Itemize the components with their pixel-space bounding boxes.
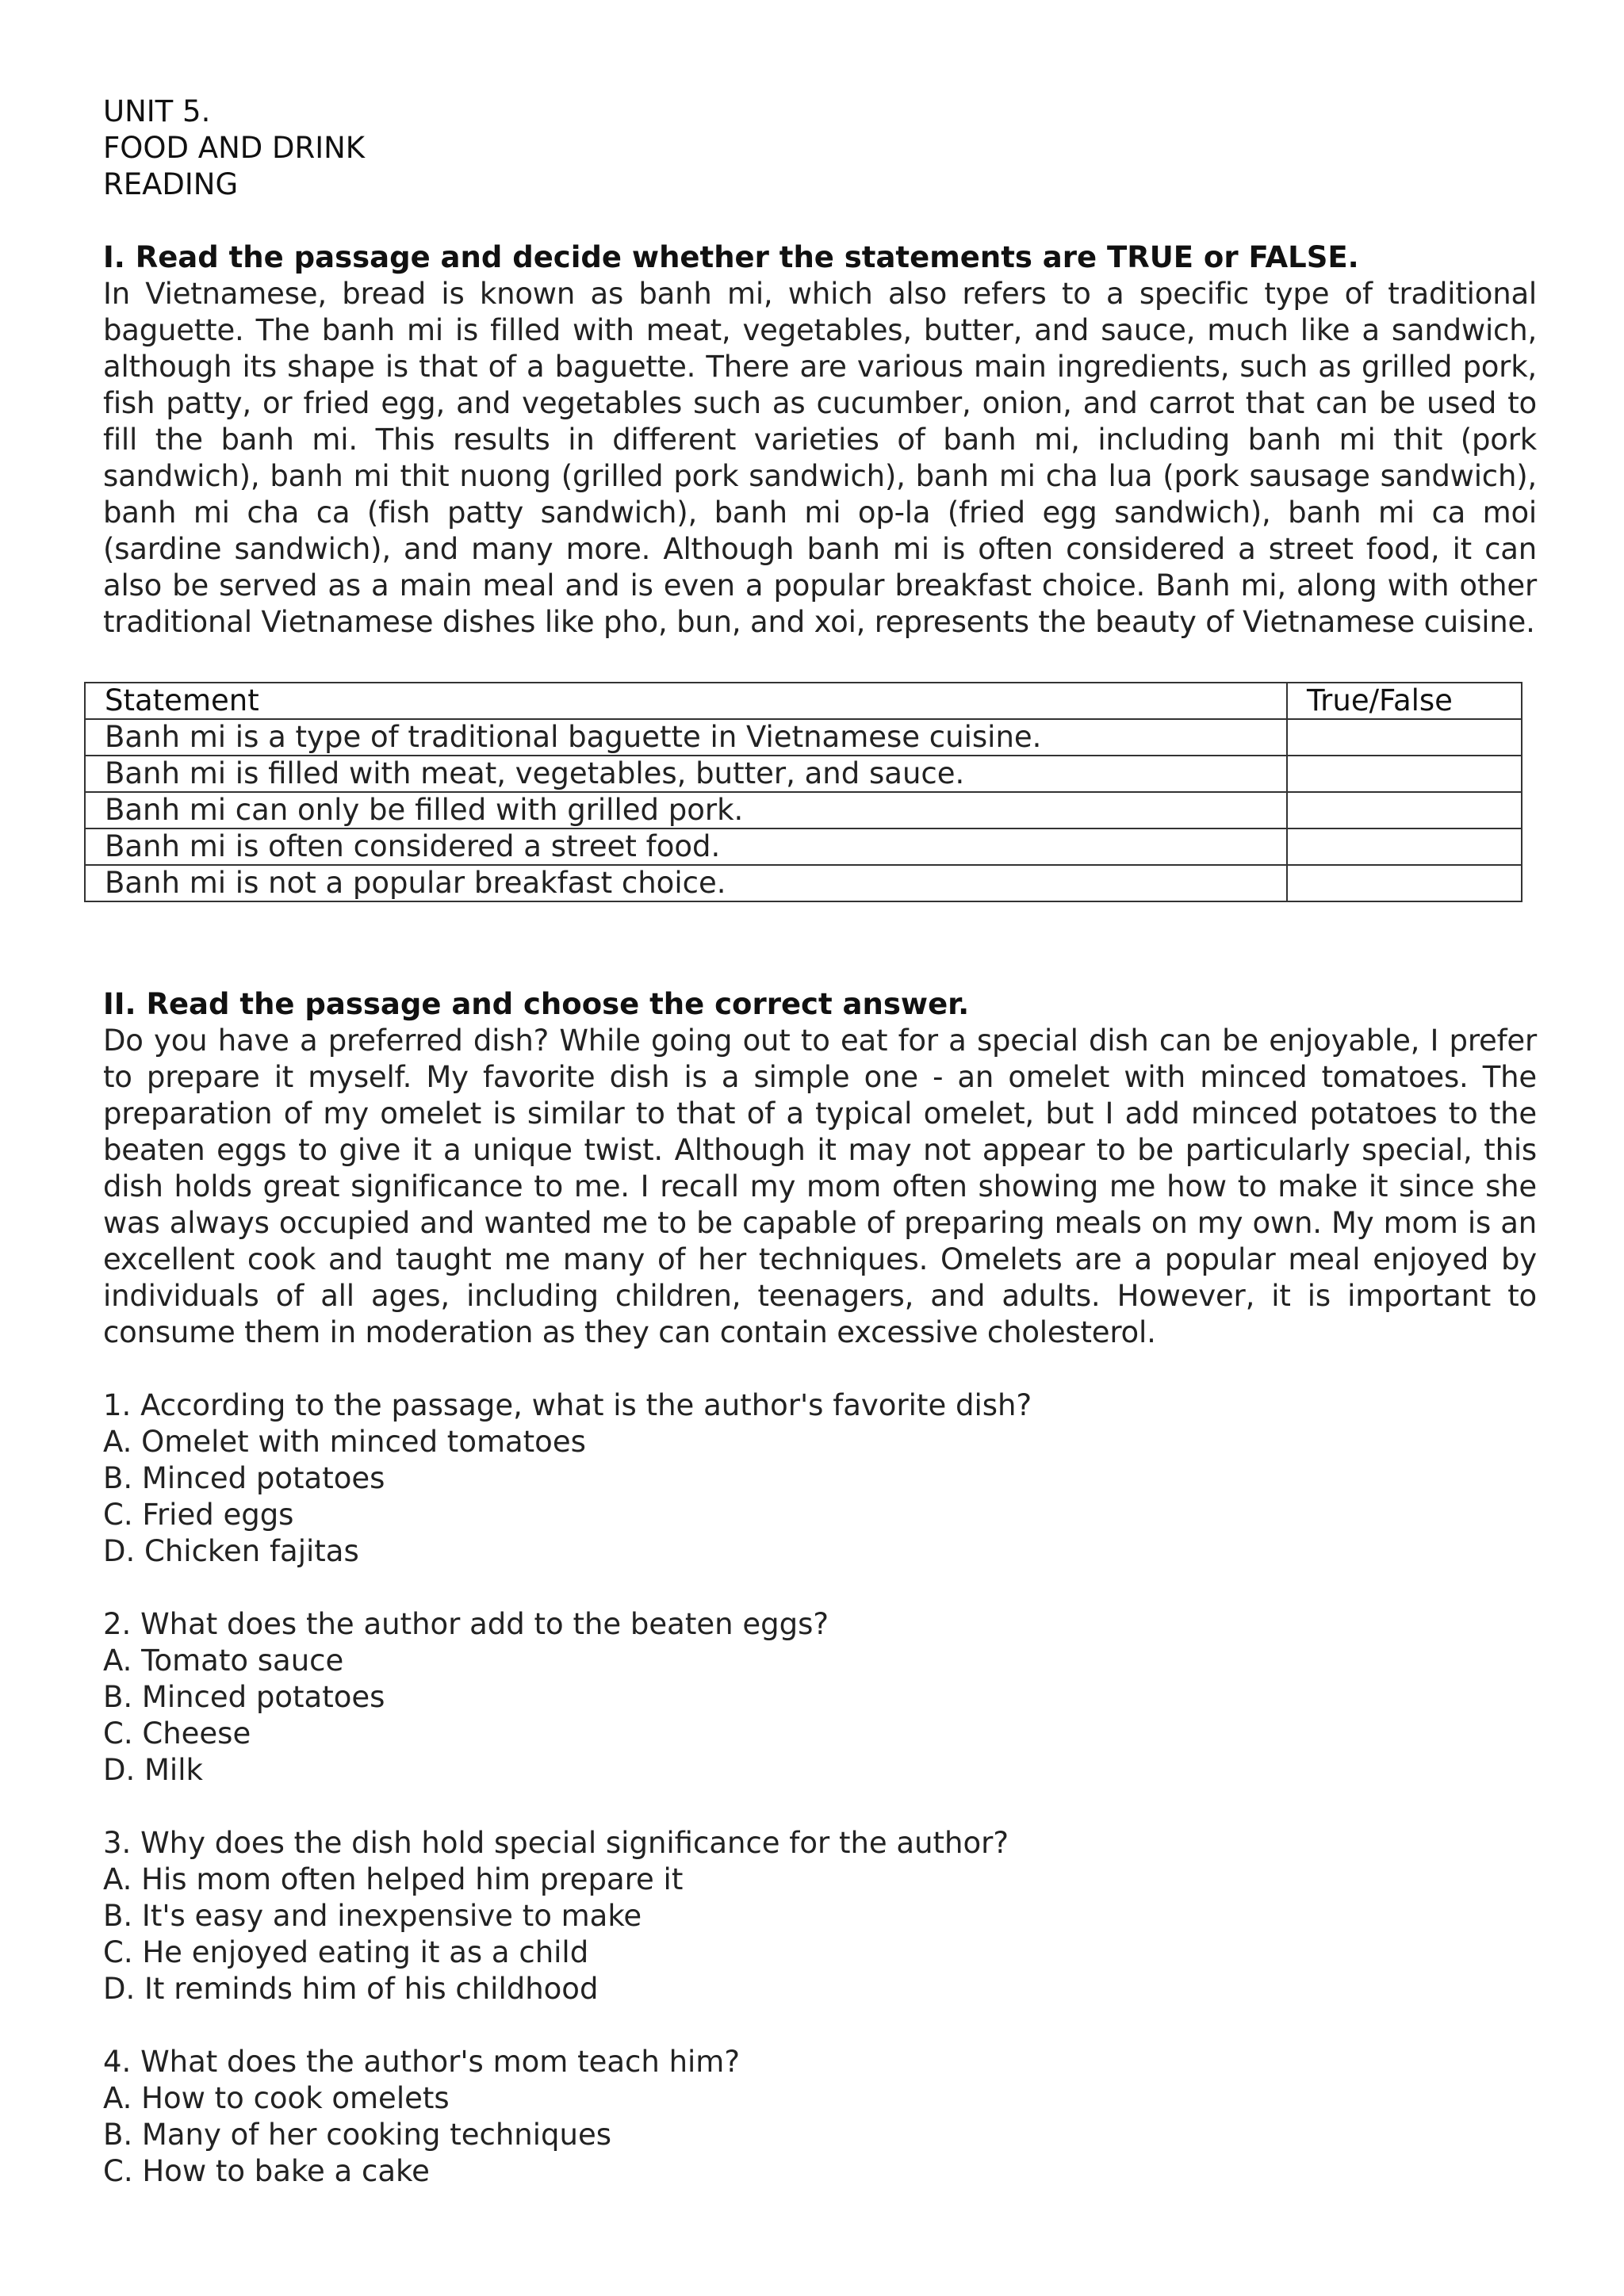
answer-option[interactable]: B. Minced potatoes: [103, 1680, 385, 1714]
question-3: [103, 1825, 1537, 2007]
question-1: [103, 1387, 1537, 1570]
question-4: [103, 2044, 1537, 2190]
statement-cell: Banh mi is not a popular breakfast choice.: [85, 865, 1287, 901]
table-row: [85, 756, 1522, 792]
answer-option[interactable]: A. Tomato sauce: [103, 1644, 344, 1678]
skill-label: READING: [103, 167, 239, 201]
section-two: [103, 986, 1537, 2190]
worksheet-page: [103, 94, 1537, 2190]
answer-option[interactable]: D. Milk: [103, 1753, 203, 1787]
section-one: [103, 239, 1537, 902]
answer-option[interactable]: C. He enjoyed eating it as a child: [103, 1935, 589, 1969]
topic-label: FOOD AND DRINK: [103, 131, 366, 165]
statement-cell: Banh mi is often considered a street food.: [85, 828, 1287, 865]
statement-cell: Banh mi can only be filled with grilled pork.: [85, 792, 1287, 828]
answer-option[interactable]: B. Many of her cooking techniques: [103, 2118, 612, 2152]
answer-option[interactable]: B. It's easy and inexpensive to make: [103, 1899, 642, 1933]
answer-option[interactable]: C. How to bake a cake: [103, 2154, 430, 2188]
unit-label: UNIT 5.: [103, 94, 211, 128]
answer-option[interactable]: A. How to cook omelets: [103, 2081, 450, 2115]
question-text: 4. What does the author's mom teach him?: [103, 2045, 740, 2079]
table-header-row: [85, 683, 1522, 719]
answer-option[interactable]: D. It reminds him of his childhood: [103, 1972, 599, 2006]
question-text: 1. According to the passage, what is the author's favorite dish?: [103, 1388, 1032, 1422]
question-2: [103, 1606, 1537, 1789]
table-row: [85, 719, 1522, 756]
answer-option[interactable]: C. Cheese: [103, 1716, 251, 1751]
answer-cell[interactable]: [1287, 756, 1522, 792]
document-header: [103, 94, 1537, 203]
section-two-title: II. Read the passage and choose the correct answer.: [103, 987, 970, 1021]
answer-cell[interactable]: [1287, 828, 1522, 865]
question-text: 2. What does the author add to the beaten eggs?: [103, 1607, 829, 1641]
answer-cell[interactable]: [1287, 792, 1522, 828]
true-false-column-header: True/False: [1287, 683, 1522, 719]
section-one-passage: In Vietnamese, bread is known as banh mi, which also refers to a specific type of traditional baguette. The banh mi is filled with meat, vegetables, butter, and sauce, much like a sandwich, although its shape is that of a baguette. There are various main ingredients, such as grilled pork, fish patty, or fried egg, and vegetables such as cucumber, onion, and carrot that can be used to fill the banh mi. This results in different varieties of banh mi, including banh mi thit (pork sandwich), banh mi thit nuong (grilled pork sandwich), banh mi cha lua (pork sausage sandwich), banh mi cha ca (fish patty sandwich), banh mi op-la (fried egg sandwich), banh mi ca moi (sardine sandwich), and many more. Although banh mi is often considered a street food, it can also be served as a main meal and is even a popular breakfast choice. Banh mi, along with other traditional Vietnamese dishes like pho, bun, and xoi, represents the beauty of Vietnamese cuisine.: [103, 277, 1537, 639]
answer-option[interactable]: D. Chicken fajitas: [103, 1534, 359, 1568]
answer-cell[interactable]: [1287, 865, 1522, 901]
statement-cell: Banh mi is a type of traditional baguette in Vietnamese cuisine.: [85, 719, 1287, 756]
answer-option[interactable]: C. Fried eggs: [103, 1498, 294, 1532]
table-row: [85, 828, 1522, 865]
answer-option[interactable]: B. Minced potatoes: [103, 1461, 385, 1495]
statement-cell: Banh mi is filled with meat, vegetables, butter, and sauce.: [85, 756, 1287, 792]
true-false-table: [84, 682, 1522, 902]
table-row: [85, 865, 1522, 901]
section-one-title: I. Read the passage and decide whether the statements are TRUE or FALSE.: [103, 240, 1359, 274]
question-text: 3. Why does the dish hold special significance for the author?: [103, 1826, 1009, 1860]
statement-column-header: Statement: [85, 683, 1287, 719]
answer-option[interactable]: A. Omelet with minced tomatoes: [103, 1425, 586, 1459]
section-two-passage: Do you have a preferred dish? While going out to eat for a special dish can be enjoyable, I prefer to prepare it myself. My favorite dish is a simple one - an omelet with minced tomatoes. The preparation of my omelet is similar to that of a typical omelet, but I add minced potatoes to the beaten eggs to give it a unique twist. Although it may not appear to be particularly special, this dish holds great significance to me. I recall my mom often showing me how to make it since she was always occupied and wanted me to be capable of preparing meals on my own. My mom is an excellent cook and taught me many of her techniques. Omelets are a popular meal enjoyed by individuals of all ages, including children, teenagers, and adults. However, it is important to consume them in moderation as they can contain excessive cholesterol.: [103, 1024, 1537, 1349]
answer-cell[interactable]: [1287, 719, 1522, 756]
answer-option[interactable]: A. His mom often helped him prepare it: [103, 1862, 684, 1896]
table-row: [85, 792, 1522, 828]
